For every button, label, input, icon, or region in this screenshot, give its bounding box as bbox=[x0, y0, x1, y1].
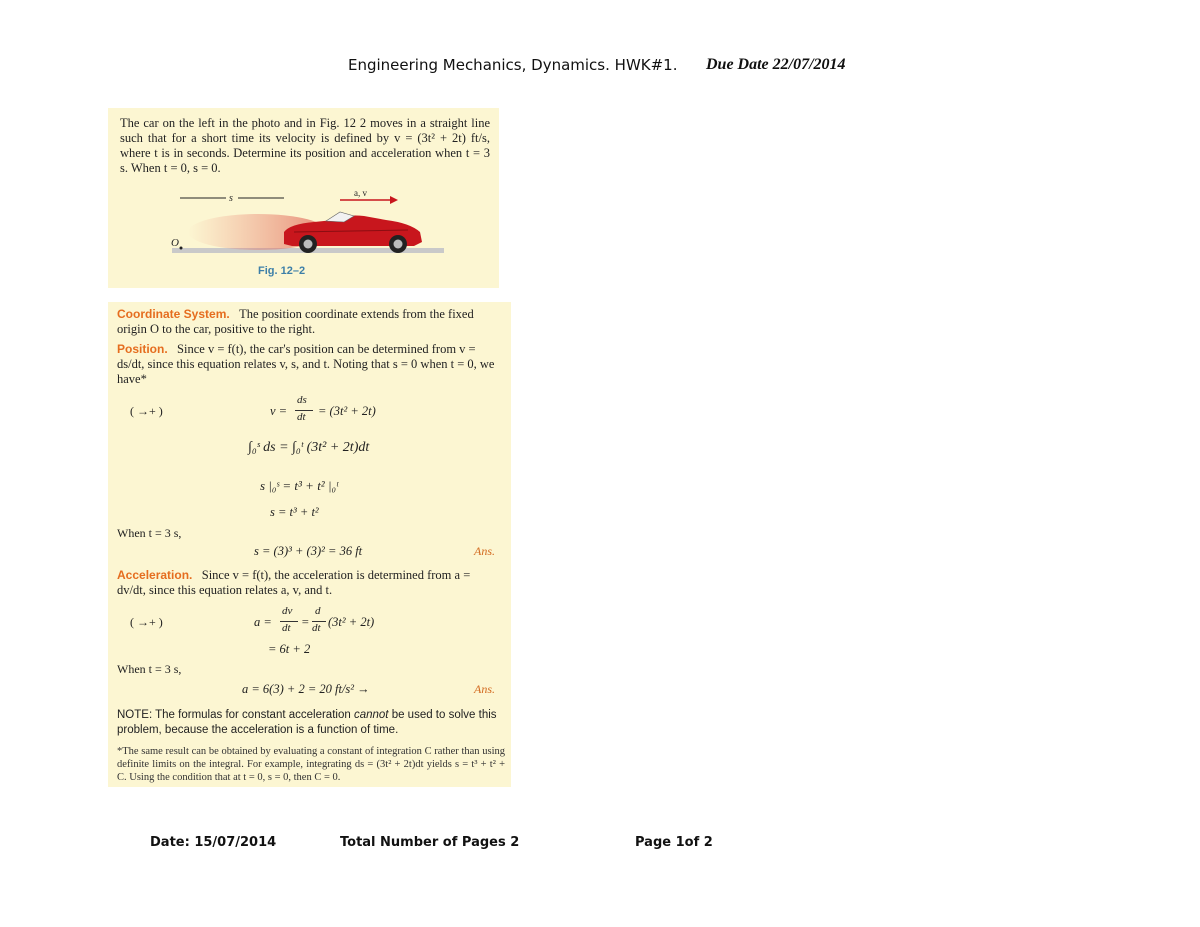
note-label: NOTE: bbox=[117, 709, 153, 721]
footer-total-pages: Total Number of Pages 2 bbox=[340, 835, 520, 850]
acceleration-heading: Acceleration. bbox=[117, 568, 193, 582]
eq1-rhs: = (3t² + 2t) bbox=[318, 404, 376, 418]
acceleration-section bbox=[117, 568, 502, 598]
solution-panel bbox=[108, 302, 511, 787]
eq6-acceleration: = 6t + 2 bbox=[268, 642, 311, 656]
document-title: Engineering Mechanics, Dynamics. HWK#1. bbox=[348, 56, 678, 74]
when-label-2: When t = 3 s, bbox=[117, 662, 182, 676]
problem-panel bbox=[108, 108, 499, 288]
due-date: Due Date 22/07/2014 bbox=[706, 56, 846, 73]
note-text-post: be used to solve this problem, because the acceleration is a function of time. bbox=[117, 709, 497, 736]
position-heading: Position. bbox=[117, 342, 168, 356]
position-text: Since v = f(t), the car's position can be determined from v = ds/dt, since this equation relates v, s, and t. Noting that s = 0 when t = 0, we have* bbox=[117, 342, 495, 386]
eq4-position: s = t³ + t² bbox=[270, 505, 319, 519]
position-result: s = (3)³ + (3)² = 36 ft bbox=[254, 544, 363, 558]
eq5-lhs: a = bbox=[254, 615, 272, 629]
when-label-1: When t = 3 s, bbox=[117, 526, 182, 540]
eq1-denominator: dt bbox=[297, 411, 306, 423]
fig-label-s: s bbox=[229, 193, 233, 204]
eq5-rhs: (3t² + 2t) bbox=[328, 615, 375, 629]
coordinate-section bbox=[117, 307, 502, 337]
direction-label-2: ( →+ ) bbox=[130, 615, 163, 629]
eq5-denominator-2: dt bbox=[312, 622, 321, 634]
eq5-mid: = bbox=[301, 615, 310, 629]
direction-label-1: ( →+ ) bbox=[130, 404, 163, 418]
answer-label-2: Ans. bbox=[474, 682, 495, 696]
eq1-numerator: ds bbox=[297, 394, 307, 406]
note-emphasis: cannot bbox=[353, 709, 389, 721]
figure-caption: Fig. 12–2 bbox=[258, 265, 306, 277]
eq1-lhs: v = bbox=[270, 404, 288, 418]
eq5-numerator-2: d bbox=[315, 605, 321, 617]
acceleration-text: Since v = f(t), the acceleration is determined from a = dv/dt, since this equation relates a, v, and t. bbox=[117, 568, 471, 597]
answer-label-1: Ans. bbox=[474, 544, 495, 558]
eq2-integral: ∫₀ˢ ds = ∫₀ᵗ (3t² + 2t)dt bbox=[248, 440, 370, 455]
fig-label-origin: O bbox=[171, 237, 179, 249]
note-text-pre: The formulas for constant acceleration bbox=[155, 709, 351, 721]
eq5-denominator: dt bbox=[282, 622, 291, 634]
acceleration-result: a = 6(3) + 2 = 20 ft/s² → bbox=[242, 682, 370, 696]
footer-page-number: Page 1of 2 bbox=[635, 835, 713, 850]
note bbox=[117, 708, 507, 738]
footer-date: Date: 15/07/2014 bbox=[150, 835, 277, 850]
position-section bbox=[117, 342, 502, 387]
footnote: *The same result can be obtained by evaluating a constant of integration C rather than using definite limits on the integral. For example, integrating ds = (3t² + 2t)dt yields s = t³ + t² + C. Using the condition that at t = 0, s = 0, then C = 0. bbox=[117, 746, 505, 783]
eq3-evaluated: s |₀ˢ = t³ + t² |₀ᵗ bbox=[260, 478, 339, 493]
coordinate-heading: Coordinate System. bbox=[117, 307, 230, 321]
fig-label-av: a, v bbox=[354, 188, 367, 198]
car-figure bbox=[108, 180, 499, 266]
problem-statement: The car on the left in the photo and in Fig. 12 2 moves in a straight line such that for a short time its velocity is defined by v = (3t² + 2t) ft/s, where t is in seconds. Determine its position and acceleration when t = 3 s. When t = 0, s = 0. bbox=[120, 116, 490, 175]
coordinate-text: The position coordinate extends from the fixed origin O to the car, positive to the right. bbox=[117, 307, 474, 336]
eq5-numerator: dv bbox=[282, 605, 293, 617]
